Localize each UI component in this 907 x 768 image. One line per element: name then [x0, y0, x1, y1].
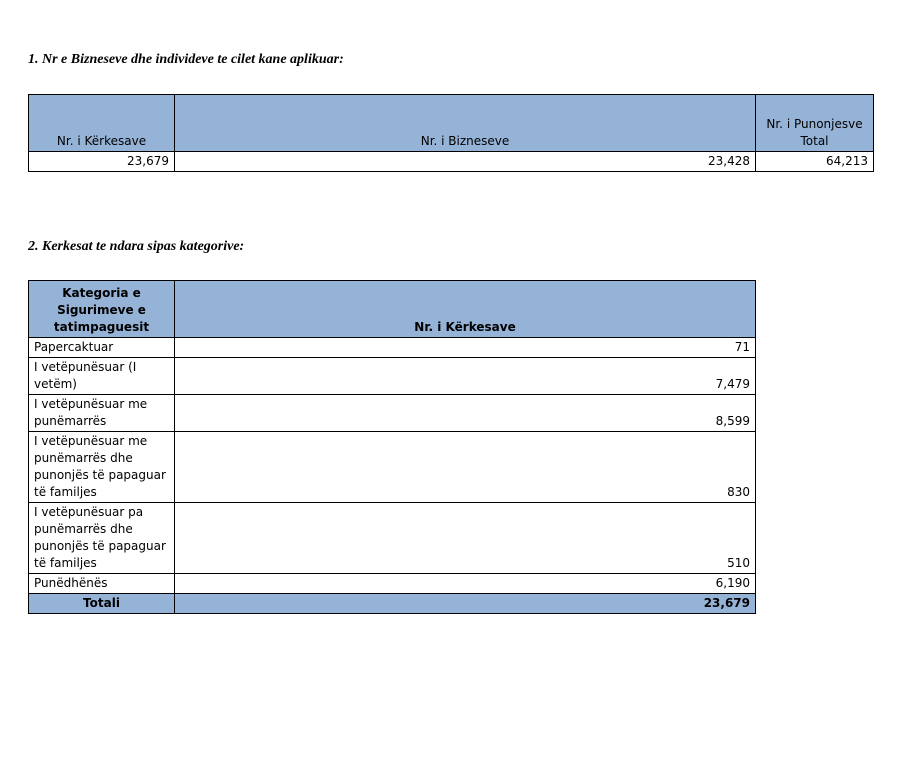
table-row [29, 358, 756, 395]
count-cell: 71 [175, 338, 756, 358]
requests-count-value: 23,679 [29, 152, 175, 172]
table-header-row [29, 281, 756, 338]
category-cell: Papercaktuar [29, 338, 175, 358]
businesses-count-value: 23,428 [175, 152, 756, 172]
header-employees-total: Nr. i Punonjesve Total [756, 95, 874, 152]
category-cell: I vetëpunësuar me punëmarrës [29, 395, 175, 432]
header-category: Kategoria e Sigurimeve e tatimpaguesit [29, 281, 175, 338]
total-label: Totali [29, 594, 175, 614]
table-row [29, 432, 756, 503]
table-row [29, 574, 756, 594]
header-requests-count: Nr. i Kërkesave [29, 95, 175, 152]
total-row [29, 594, 756, 614]
table-row [29, 338, 756, 358]
count-cell: 7,479 [175, 358, 756, 395]
category-cell: I vetëpunësuar (I vetëm) [29, 358, 175, 395]
count-cell: 830 [175, 432, 756, 503]
table-row [29, 152, 874, 172]
count-cell: 510 [175, 503, 756, 574]
employees-total-value: 64,213 [756, 152, 874, 172]
table-row [29, 395, 756, 432]
table-header-row [29, 95, 874, 152]
section-2-heading: 2. Kerkesat te ndara sipas kategorive: [28, 239, 245, 254]
category-cell: I vetëpunësuar pa punëmarrës dhe punonjës të papaguar të familjes [29, 503, 175, 574]
count-cell: 8,599 [175, 395, 756, 432]
header-requests-count: Nr. i Kërkesave [175, 281, 756, 338]
count-cell: 6,190 [175, 574, 756, 594]
applicants-summary-table [28, 94, 874, 172]
requests-by-category-table [28, 280, 756, 614]
category-cell: I vetëpunësuar me punëmarrës dhe punonjës të papaguar të familjes [29, 432, 175, 503]
total-count: 23,679 [175, 594, 756, 614]
section-1-heading: 1. Nr e Bizneseve dhe individeve te cilet kane aplikuar: [28, 52, 344, 67]
category-cell: Punëdhënës [29, 574, 175, 594]
header-businesses-count: Nr. i Bizneseve [175, 95, 756, 152]
table-row [29, 503, 756, 574]
